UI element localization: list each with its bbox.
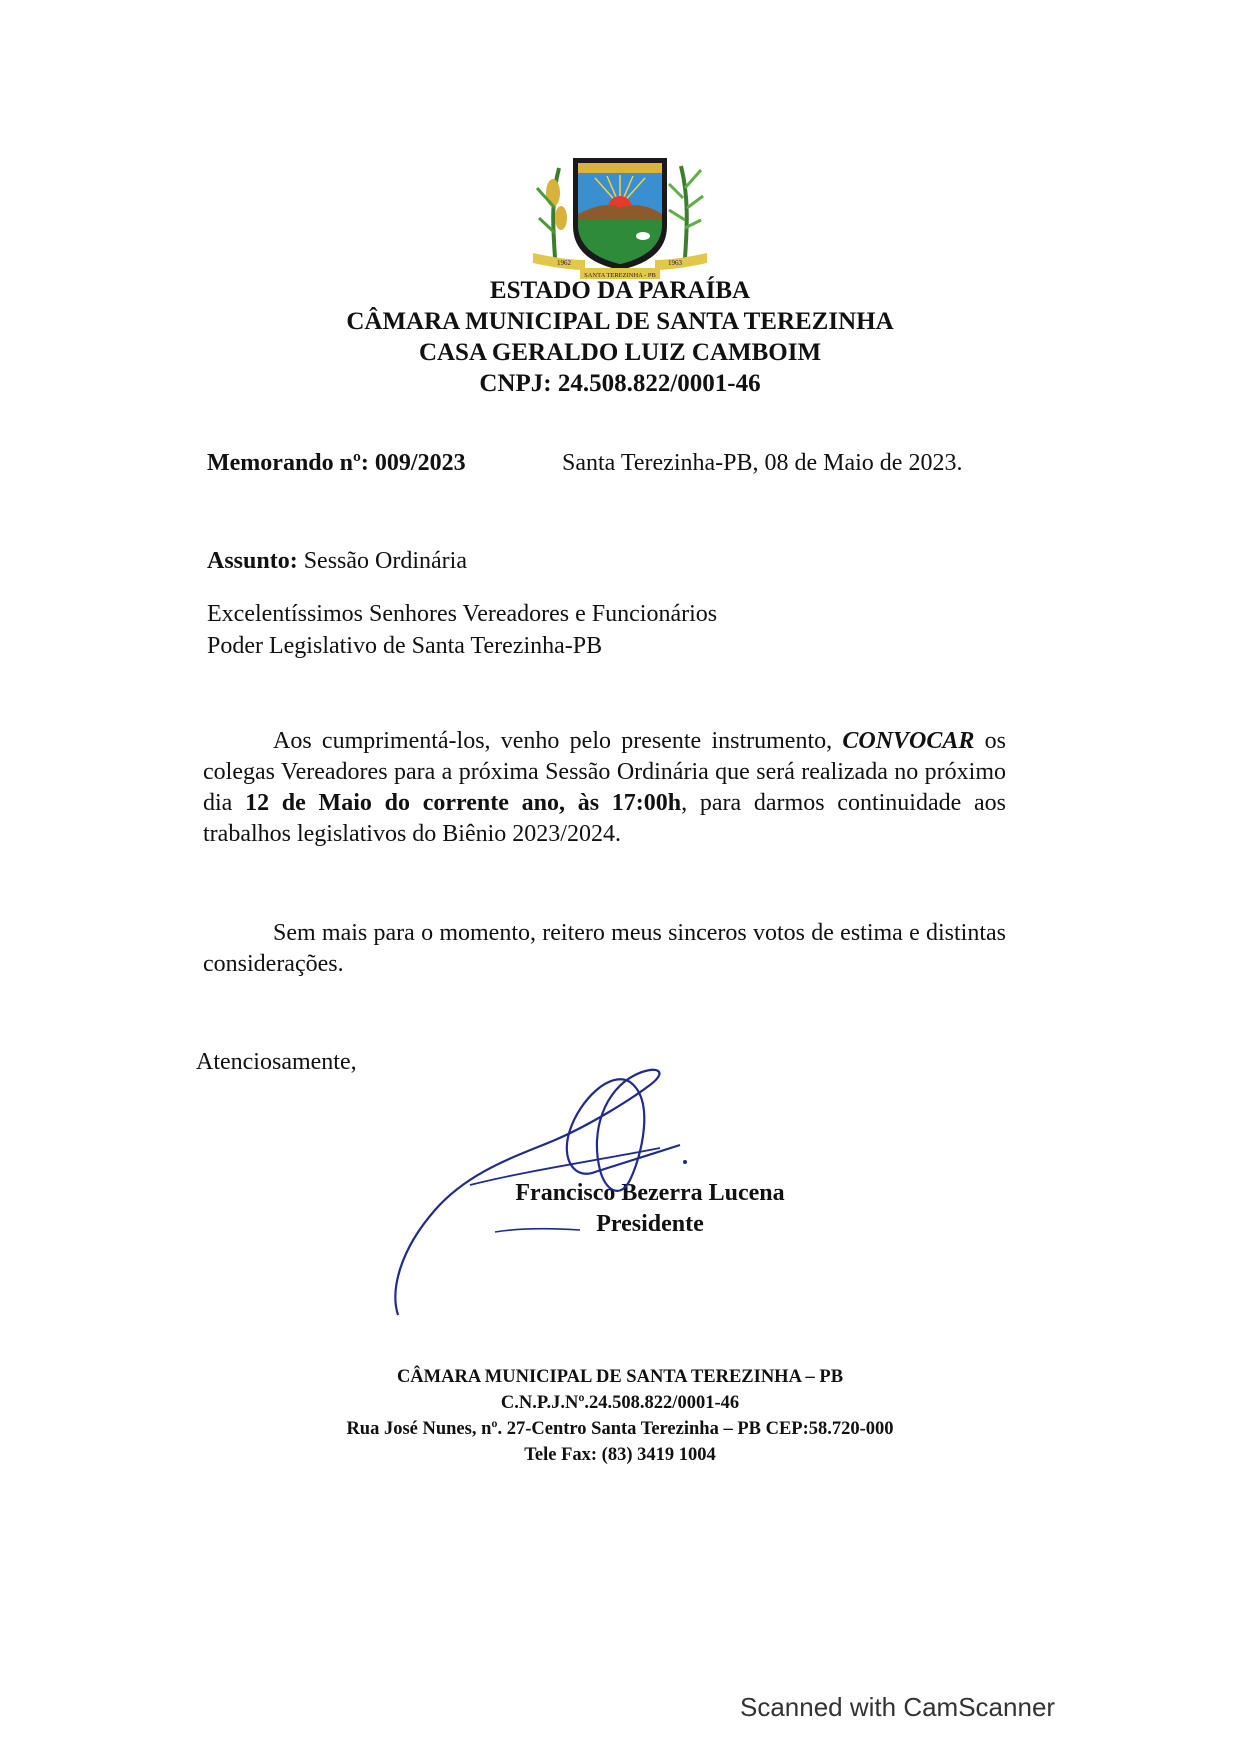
p1-text-e: , para darmos continuidade aos trabalhos legislativos do Biênio 2023/2024. (203, 790, 1006, 847)
header-house: CASA GERALDO LUIZ CAMBOIM (418, 339, 822, 366)
p2-text: Sem mais para o momento, reitero meus sinceros votos de estima e distintas considerações. (203, 920, 1006, 977)
camscanner-watermark: Scanned with CamScanner (740, 1692, 1056, 1722)
signatory-name: Francisco Bezerra Lucena (515, 1180, 785, 1206)
closing: Atenciosamente, (196, 1049, 357, 1075)
footer-phone: Tele Fax: (83) 3419 1004 (524, 1445, 716, 1465)
logo-ribbon-text: SANTA TEREZINHA - PB (584, 272, 656, 279)
corn-stalk-right-icon (669, 166, 703, 258)
p1-text-c: os colegas Vereadores para a próxima Sessão Ordinária que será realizada no próximo dia (203, 728, 1006, 816)
signatory-role: Presidente (596, 1211, 704, 1237)
handwritten-signature (380, 1060, 760, 1320)
footer-chamber: CÂMARA MUNICIPAL DE SANTA TEREZINHA – PB (396, 1367, 844, 1387)
header-cnpj: CNPJ: 24.508.822/0001-46 (479, 370, 761, 397)
header-chamber: CÂMARA MUNICIPAL DE SANTA TEREZINHA (346, 308, 894, 335)
subject-value: Sessão Ordinária (303, 548, 467, 574)
shield-icon (573, 158, 667, 270)
body-paragraph-2 (203, 918, 1006, 980)
header-state: ESTADO DA PARAÍBA (489, 277, 751, 304)
logo-year-left: 1962 (557, 259, 571, 267)
p1-session-date: 12 de Maio do corrente ano, às 17:00h (245, 790, 682, 816)
footer-cnpj: C.N.P.J.Nº.24.508.822/0001-46 (500, 1393, 740, 1413)
memo-number: Memorando nº: 009/2023 (207, 450, 466, 476)
addressee-line-2: Poder Legislativo de Santa Terezinha-PB (207, 633, 603, 659)
p1-convocar: CONVOCAR (842, 728, 975, 754)
corn-stalk-left-icon (537, 168, 567, 258)
logo-year-right: 1963 (668, 259, 682, 267)
addressee-line-1: Excelentíssimos Senhores Vereadores e Funcionários (207, 601, 718, 627)
subject-line (207, 548, 467, 575)
subject-label: Assunto: (207, 548, 298, 574)
footer (0, 1364, 1240, 1468)
coat-of-arms-logo (525, 148, 715, 283)
memo-place-date: Santa Terezinha-PB, 08 de Maio de 2023. (562, 450, 963, 476)
footer-address: Rua José Nunes, nº. 27-Centro Santa Terezinha – PB CEP:58.720-000 (346, 1419, 894, 1439)
body-paragraph-1 (203, 726, 1006, 850)
addressee (207, 598, 717, 662)
p1-text-a: Aos cumprimentá-los, venho pelo presente instrumento, (273, 728, 833, 754)
